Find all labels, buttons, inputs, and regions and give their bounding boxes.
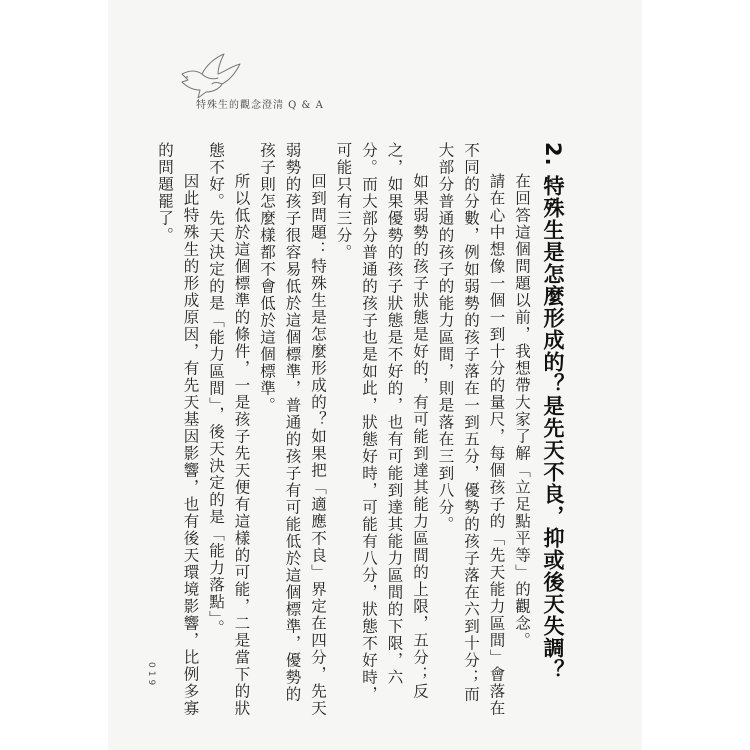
paragraph-4: 回到問題：特殊生是怎麼形成的？如果把「適應不良」界定在四分，先天弱勢的孩子很容易低於這個標準，普通的孩子有可能低於這個標準，優勢的孩子則怎麼樣都不會低於這個標準。 [258,142,327,717]
paragraph-2: 請在心中想像一個一到十分的量尺，每個孩子的「先天能力區間」會落在不同的分數，例如弱勢的孩子落在一到五分，優勢的孩子落在六到十分；而大部分普通的孩子的能力區間，則是落在三到八分。 [436,142,506,717]
book-page [108,0,642,750]
paragraph-5: 所以低於這個標準的條件，一是孩子先天便有這樣的可能，二是當下的狀態不好。先天決定的是「能力區間」，後天決定的是「能力落點」。 [207,142,251,717]
running-header: 特殊生的觀念澄清 Q & A [196,100,324,111]
vertical-text-body [152,142,573,717]
paragraph-3: 如果弱勢的孩子狀態是好的，有可能到達其能力區間的上限，五分；反之，如果優勢的孩子狀態是不好的，也有可能到達其能力區間的下限，六分。而大部分普通的孩子也是如此，狀態好時，可能有八分，狀態不好時，可能只有三分。 [334,142,429,703]
paragraph-1: 在回答這個問題以前，我想帶大家了解「立足點平等」的觀念。 [513,173,531,649]
paragraph-6: 因此特殊生的形成原因，有先天基因影響，也有後天環境影響，比例多寡的問題罷了。 [156,142,200,717]
section-title: 2. 特殊生是怎麼形成的？是先天不良，抑或後天失調？ [541,142,565,681]
page-number: 019 [146,662,156,689]
